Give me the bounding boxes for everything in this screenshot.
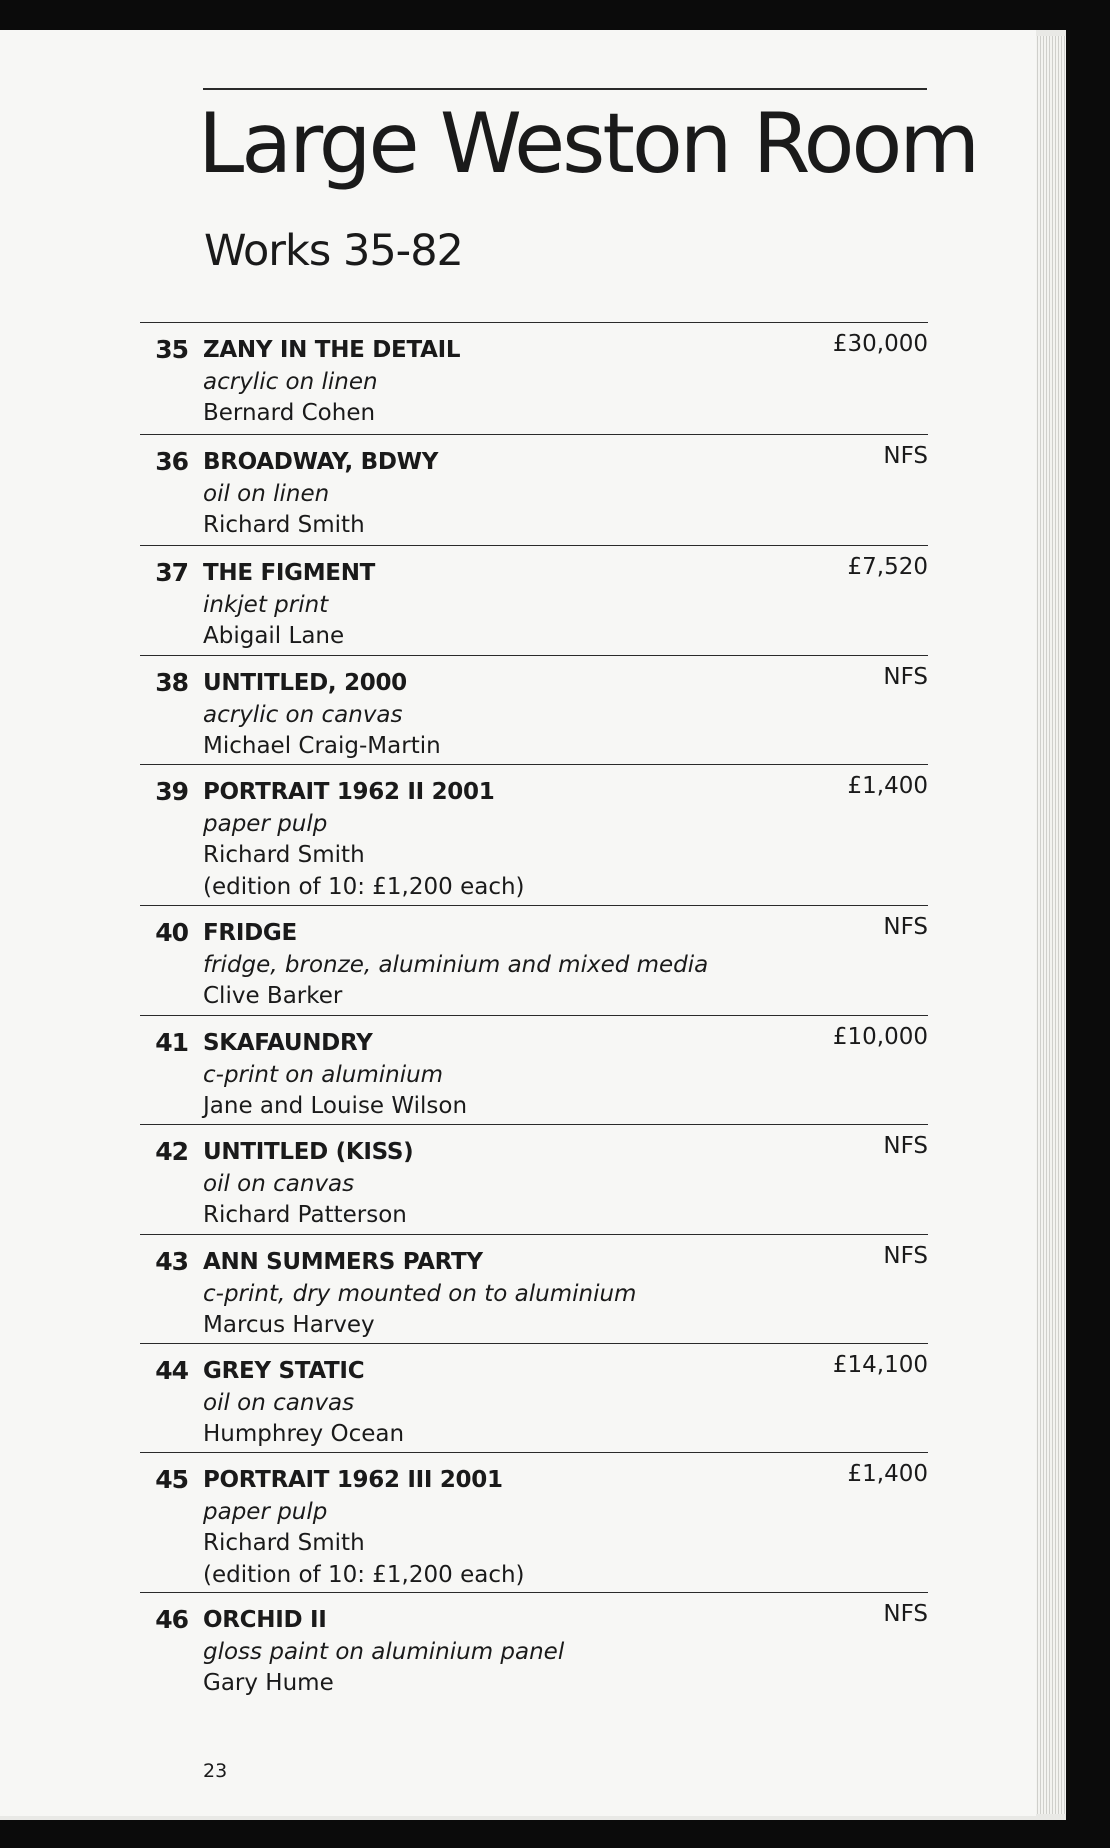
entry-medium: inkjet print (203, 591, 329, 618)
entry-title: PORTRAIT 1962 III 2001 (203, 1467, 503, 1493)
entry-artist: Clive Barker (203, 983, 343, 1009)
entry-price: £1,400 (847, 1461, 928, 1487)
entry-details (203, 335, 803, 430)
page-title: Large Weston Room (198, 95, 978, 192)
catalogue-entry-43 (140, 1234, 928, 1338)
page-content (0, 30, 1036, 1816)
entry-details (203, 558, 803, 653)
catalogue-page (0, 30, 1036, 1816)
entry-medium: oil on linen (203, 480, 330, 507)
entry-price: £7,520 (847, 554, 928, 580)
entry-details (203, 777, 803, 903)
page-number: 23 (203, 1760, 228, 1782)
entry-number: 43 (155, 1247, 188, 1276)
entry-medium: paper pulp (203, 810, 328, 837)
page-edge (1035, 36, 1066, 1814)
entry-number: 41 (155, 1028, 188, 1057)
entry-artist: Abigail Lane (203, 623, 345, 649)
entry-title: BROADWAY, BDWY (203, 449, 439, 475)
catalogue-entry-40 (140, 905, 928, 1009)
entry-details (203, 668, 803, 763)
entry-artist: Richard Smith (203, 512, 365, 538)
entry-details (203, 918, 803, 1013)
entry-price: NFS (883, 1601, 928, 1627)
catalogue-entry-37 (140, 545, 928, 649)
entry-title: GREY STATIC (203, 1358, 365, 1384)
catalogue-entry-44 (140, 1343, 928, 1447)
entry-price: £10,000 (832, 1024, 928, 1050)
entry-artist: Richard Smith (203, 842, 365, 868)
entry-number: 39 (155, 777, 188, 806)
entry-number: 44 (155, 1356, 188, 1385)
entry-price: £1,400 (847, 773, 928, 799)
entry-artist: Richard Smith (203, 1530, 365, 1556)
entry-medium: fridge, bronze, aluminium and mixed media (203, 951, 709, 978)
entry-price: NFS (883, 664, 928, 690)
entry-medium: gloss paint on aluminium panel (203, 1638, 565, 1665)
catalogue-entry-38 (140, 655, 928, 759)
entry-title: PORTRAIT 1962 II 2001 (203, 779, 495, 805)
entry-title: SKAFAUNDRY (203, 1030, 373, 1056)
entry-details (203, 1247, 803, 1342)
entry-number: 36 (155, 447, 188, 476)
entry-title: ORCHID II (203, 1607, 327, 1633)
catalogue-entry-36 (140, 434, 928, 538)
entry-price: NFS (883, 914, 928, 940)
entry-number: 42 (155, 1137, 188, 1166)
entry-medium: acrylic on linen (203, 368, 378, 395)
entry-details (203, 1465, 803, 1591)
entry-artist: Jane and Louise Wilson (203, 1093, 468, 1119)
catalogue-entry-42 (140, 1124, 928, 1228)
entry-medium: oil on canvas (203, 1170, 355, 1197)
entry-artist: Gary Hume (203, 1670, 334, 1696)
entry-price: NFS (883, 1243, 928, 1269)
entry-price: NFS (883, 443, 928, 469)
entry-number: 38 (155, 668, 188, 697)
catalogue-entry-35 (140, 322, 928, 426)
entry-edition-note: (edition of 10: £1,200 each) (203, 873, 525, 900)
entry-medium: paper pulp (203, 1498, 328, 1525)
entry-edition-note: (edition of 10: £1,200 each) (203, 1561, 525, 1588)
entry-title: ZANY IN THE DETAIL (203, 337, 461, 363)
entry-medium: c-print, dry mounted on to aluminium (203, 1280, 637, 1307)
catalogue-entry-45 (140, 1452, 928, 1588)
entry-number: 35 (155, 335, 188, 364)
catalogue-entry-41 (140, 1015, 928, 1119)
top-rule (203, 88, 927, 90)
entry-artist: Michael Craig-Martin (203, 733, 441, 759)
entry-number: 46 (155, 1605, 188, 1634)
entry-details (203, 1137, 803, 1232)
entry-title: ANN SUMMERS PARTY (203, 1249, 483, 1275)
entry-title: FRIDGE (203, 920, 297, 946)
entry-artist: Marcus Harvey (203, 1312, 375, 1338)
catalogue-entry-46 (140, 1592, 928, 1696)
entry-details (203, 1605, 803, 1700)
entry-details (203, 447, 803, 542)
entry-number: 37 (155, 558, 188, 587)
entry-price: NFS (883, 1133, 928, 1159)
entry-title: THE FIGMENT (203, 560, 376, 586)
entry-artist: Bernard Cohen (203, 400, 376, 426)
entry-artist: Richard Patterson (203, 1202, 407, 1228)
catalogue-entry-39 (140, 764, 928, 900)
entry-medium: oil on canvas (203, 1389, 355, 1416)
entry-artist: Humphrey Ocean (203, 1421, 405, 1447)
entry-medium: acrylic on canvas (203, 701, 403, 728)
entry-details (203, 1028, 803, 1123)
entry-number: 45 (155, 1465, 188, 1494)
entry-details (203, 1356, 803, 1451)
entry-medium: c-print on aluminium (203, 1061, 444, 1088)
entry-title: UNTITLED, 2000 (203, 670, 407, 696)
entry-price: £30,000 (832, 331, 928, 357)
entry-price: £14,100 (832, 1352, 928, 1378)
entry-title: UNTITLED (KISS) (203, 1139, 414, 1165)
entry-number: 40 (155, 918, 188, 947)
page-subtitle: Works 35-82 (204, 226, 463, 276)
